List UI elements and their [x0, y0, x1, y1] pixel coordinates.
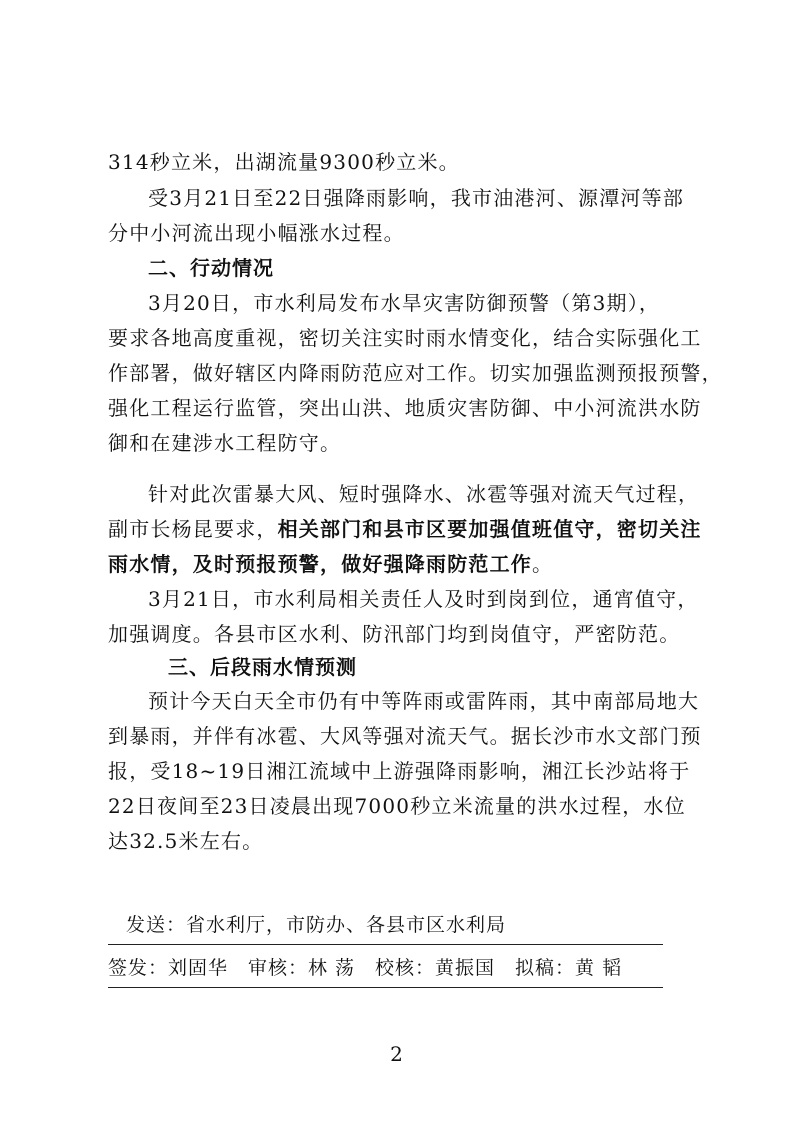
body-line-10 [108, 515, 702, 543]
body-line-13: 加强调度。各县市区水利、防汛部门均到岗值守，严密防范。 [108, 622, 681, 646]
body-line-1: 314秒立米，出湖流量9300秒立米。 [108, 150, 460, 174]
body-line-18: 达32.5米左右。 [108, 829, 264, 853]
body-line-10-bold: 相关部门和县市区要加强值班值守，密切关注 [277, 517, 702, 541]
body-line-6: 作部署，做好辖区内降雨防范应对工作。切实加强监测预报预警， [108, 361, 723, 385]
body-line-7: 强化工程运行监管，突出山洪、地质灾害防御、中小河流洪水防 [108, 396, 702, 420]
page-number: 2 [390, 1042, 403, 1066]
footer-rule-bottom [108, 987, 663, 988]
body-line-11 [108, 550, 698, 578]
section-heading-forecast: 三、后段雨水情预测 [168, 655, 357, 679]
body-line-16: 报，受18~19日湘江流域中上游强降雨影响，湘江长沙站将于 [108, 759, 691, 783]
body-line-11-bold: 雨水情，及时预报预警，做好强降雨防范工作 [108, 552, 532, 576]
body-line-11-end: 。 [532, 552, 554, 576]
body-line-17: 22日夜间至23日凌晨出现7000秒立米流量的洪水过程，水位 [108, 794, 686, 818]
body-line-9: 针对此次雷暴大风、短时强降水、冰雹等强对流天气过程， [148, 482, 700, 506]
signoff-line: 签发：刘固华 审核：林 荡 校核：黄振国 拟稿：黄 韬 [108, 957, 623, 979]
body-line-3: 分中小河流出现小幅涨水过程。 [108, 221, 405, 245]
body-line-4: 3月20日，市水利局发布水旱灾害防御预警（第3期）， [148, 291, 661, 315]
body-line-14: 预计今天白天全市仍有中等阵雨或雷阵雨，其中南部局地大 [148, 689, 700, 713]
distribution-list: 发送：省水利厅，市防办、各县市区水利局 [126, 914, 507, 936]
body-line-8: 御和在建涉水工程防守。 [108, 431, 342, 455]
body-line-15: 到暴雨，并伴有冰雹、大风等强对流天气。据长沙市水文部门预 [108, 724, 702, 748]
body-line-5: 要求各地高度重视，密切关注实时雨水情变化，结合实际强化工 [108, 326, 702, 350]
body-line-2: 受3月21日至22日强降雨影响，我市油港河、源潭河等部 [148, 186, 685, 210]
body-line-12: 3月21日，市水利局相关责任人及时到岗到位，通宵值守， [148, 587, 699, 611]
body-line-10-plain: 副市长杨昆要求， [108, 517, 278, 541]
footer-rule-top [108, 944, 663, 945]
section-heading-action: 二、行动情况 [148, 256, 274, 280]
